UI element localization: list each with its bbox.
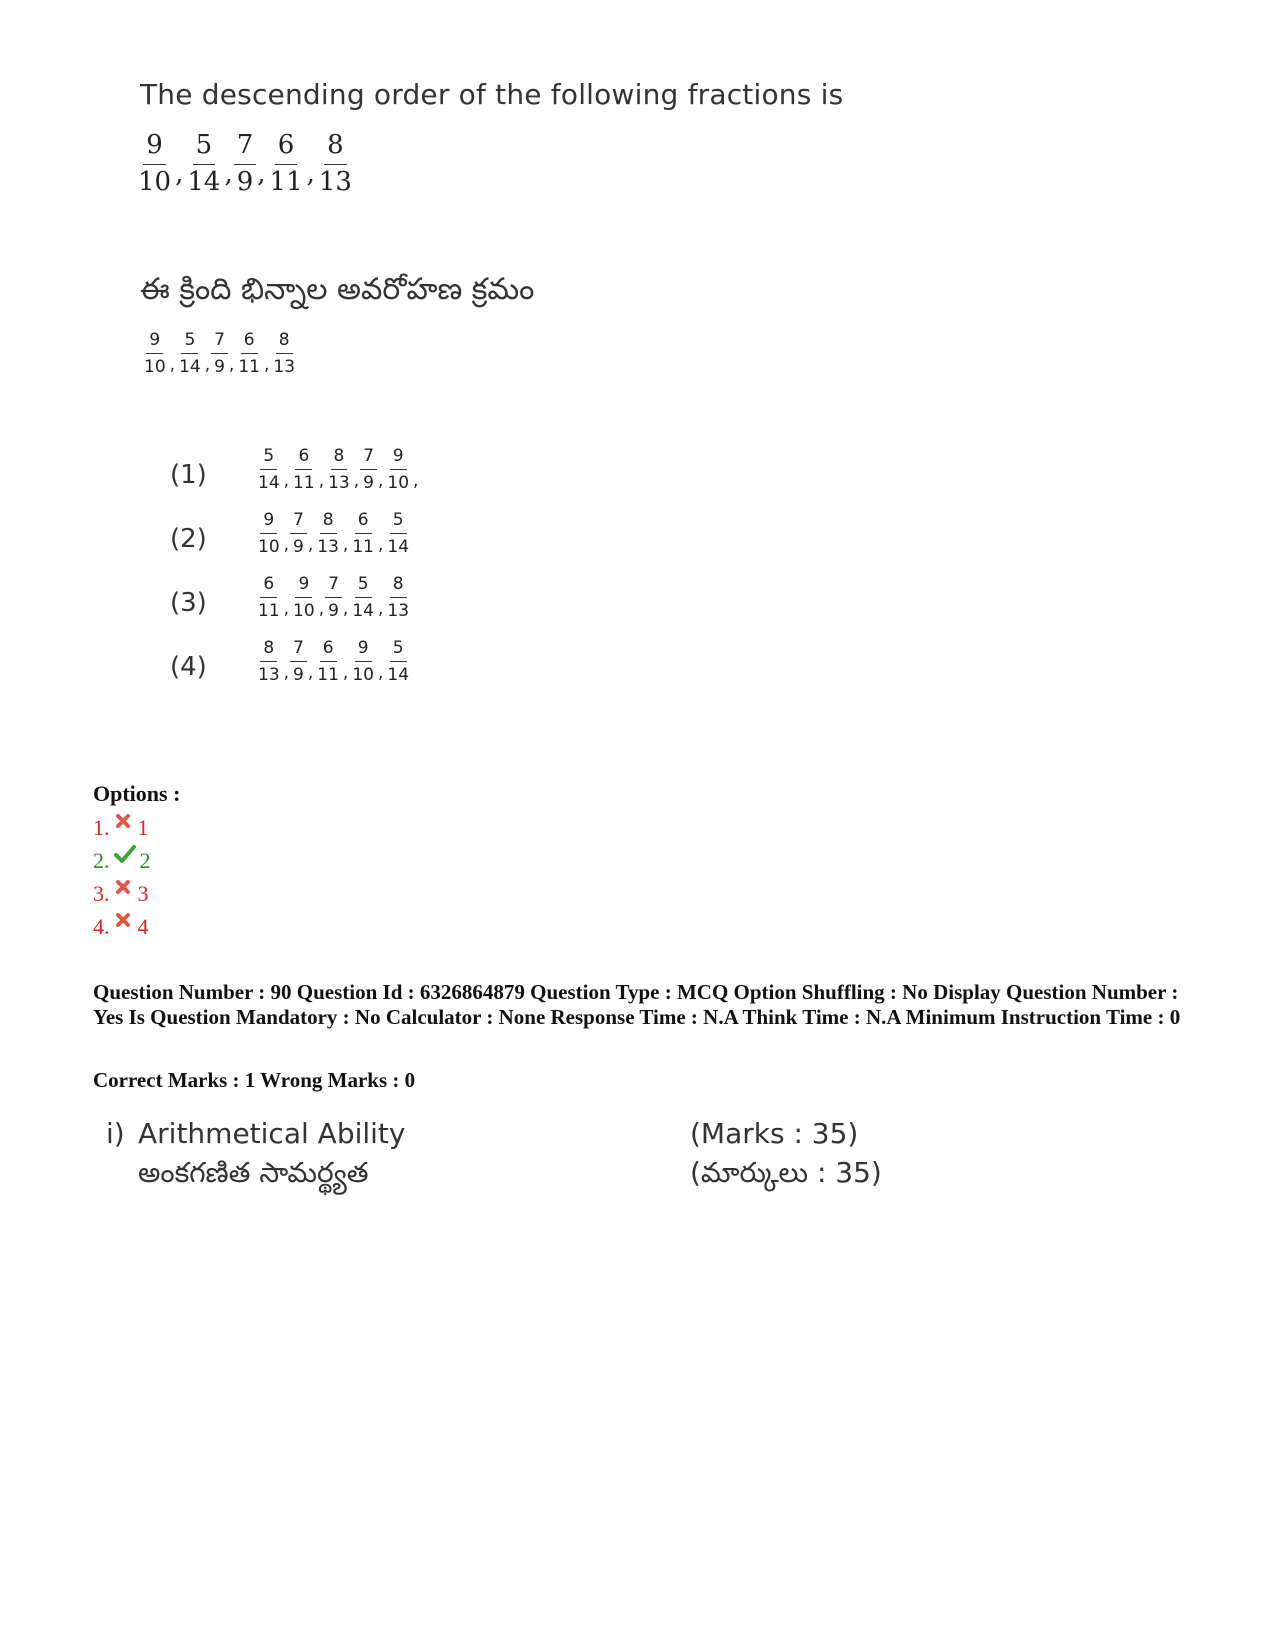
numerator: 7: [234, 130, 257, 165]
numerator: 7: [360, 446, 377, 470]
denominator: 9: [363, 473, 374, 493]
fraction: [235, 330, 263, 377]
fraction: [255, 638, 283, 685]
numerator: 8: [320, 510, 337, 534]
fraction: [255, 574, 283, 621]
question-fractions-english: [134, 130, 356, 197]
denominator: 11: [258, 601, 280, 621]
fraction: [255, 446, 283, 493]
numerator: 5: [193, 130, 216, 165]
option-item-3[interactable]: [93, 881, 149, 907]
fraction: [384, 574, 412, 621]
section-title-telugu: అంకగణిత సామర్థ్యత: [138, 1156, 369, 1189]
fraction: [384, 638, 412, 685]
choice-fractions: [254, 510, 413, 557]
numerator: 8: [390, 574, 407, 598]
fraction: [290, 446, 318, 493]
denominator: 13: [273, 357, 296, 377]
option-item-2[interactable]: [93, 848, 151, 874]
question-text-english: The descending order of the following fractions is: [140, 78, 844, 111]
choice-label: (3): [170, 588, 207, 618]
comma-separator: ,: [283, 663, 290, 683]
numerator: 7: [211, 330, 228, 354]
option-number: 2.: [93, 848, 110, 873]
numerator: 5: [355, 574, 372, 598]
numerator: 8: [260, 638, 277, 662]
numerator: 7: [290, 510, 307, 534]
choice-label: (1): [170, 460, 207, 490]
fraction: [141, 330, 169, 377]
denominator: 10: [138, 167, 172, 197]
check-icon: [114, 845, 136, 863]
choice-label: (2): [170, 524, 207, 554]
comma-separator: ,: [228, 355, 235, 375]
fraction: [325, 574, 342, 621]
comma-separator: ,: [342, 535, 349, 555]
denominator: 9: [293, 665, 304, 685]
fraction: [255, 510, 283, 557]
fraction: [325, 446, 353, 493]
denominator: 9: [293, 537, 304, 557]
numerator: 7: [325, 574, 342, 598]
comma-separator: ,: [342, 663, 349, 683]
comma-separator: ,: [283, 599, 290, 619]
fraction: [316, 130, 355, 197]
comma-separator: ,: [283, 471, 290, 491]
fraction: [211, 330, 228, 377]
options-title: Options :: [93, 781, 181, 806]
denominator: 14: [387, 537, 410, 557]
fraction: [176, 330, 204, 377]
section-marks-telugu: (మార్కులు : 35): [690, 1156, 882, 1189]
denominator: 10: [293, 601, 315, 621]
comma-separator: ,: [175, 159, 184, 189]
numerator: 9: [143, 130, 166, 165]
option-value: 3: [137, 881, 149, 906]
comma-separator: ,: [283, 535, 290, 555]
denominator: 14: [352, 601, 374, 621]
fraction: [314, 638, 342, 685]
numerator: 6: [295, 446, 312, 470]
numerator: 7: [290, 638, 307, 662]
choice-label: (4): [170, 652, 207, 682]
numerator: 5: [390, 638, 407, 662]
comma-separator: ,: [413, 471, 419, 491]
comma-separator: ,: [377, 535, 384, 555]
fraction: [290, 638, 307, 685]
fraction: [270, 330, 298, 377]
numerator: 9: [260, 510, 277, 534]
comma-separator: ,: [318, 599, 325, 619]
comma-separator: ,: [306, 159, 315, 189]
denominator: 10: [352, 665, 374, 685]
option-number: 3.: [93, 881, 110, 906]
comma-separator: ,: [353, 471, 360, 491]
denominator: 14: [187, 167, 221, 197]
question-text-telugu: ఈ క్రింది భిన్నాల అవరోహణ క్రమం: [140, 272, 535, 307]
option-value: 2: [139, 848, 151, 873]
denominator: 11: [269, 167, 303, 197]
option-item-4[interactable]: [93, 914, 149, 940]
denominator: 10: [144, 357, 166, 377]
numerator: 8: [276, 330, 293, 354]
denominator: 10: [387, 473, 410, 493]
comma-separator: ,: [377, 663, 384, 683]
option-item-1[interactable]: [93, 815, 149, 841]
numerator: 5: [390, 510, 407, 534]
fraction: [234, 130, 257, 197]
denominator: 11: [293, 473, 315, 493]
fraction: [384, 510, 412, 557]
numerator: 6: [260, 574, 277, 598]
comma-separator: ,: [307, 663, 314, 683]
comma-separator: ,: [318, 471, 325, 491]
choice-fractions: [254, 446, 418, 493]
fraction: [184, 130, 223, 197]
denominator: 13: [258, 665, 280, 685]
numerator: 6: [275, 130, 298, 165]
choice-fractions: [254, 574, 413, 621]
option-value: 4: [137, 914, 149, 939]
choice-fractions: [254, 638, 413, 685]
fraction: [349, 510, 377, 557]
fraction: [349, 574, 377, 621]
numerator: 8: [324, 130, 347, 165]
comma-separator: ,: [307, 535, 314, 555]
fraction: [290, 510, 307, 557]
denominator: 14: [387, 665, 410, 685]
numerator: 6: [241, 330, 258, 354]
denominator: 9: [236, 167, 254, 197]
fraction: [384, 446, 412, 493]
denominator: 11: [352, 537, 374, 557]
denominator: 13: [317, 537, 339, 557]
option-number: 1.: [93, 815, 110, 840]
fraction: [135, 130, 174, 197]
denominator: 14: [179, 357, 201, 377]
question-metadata: Question Number : 90 Question Id : 6326864879 Question Type : MCQ Option Shuffling : No Display Question Number : Yes Is Question Mandatory : No Calculator : None Response Time : N.A Think Time : N.A Minimum Instruction Time : 0: [93, 980, 1181, 1029]
cross-icon: [116, 880, 130, 894]
numerator: 9: [355, 638, 372, 662]
option-number: 4.: [93, 914, 110, 939]
denominator: 10: [258, 537, 280, 557]
cross-icon: [116, 913, 130, 927]
question-fractions-telugu: [140, 330, 299, 377]
comma-separator: ,: [224, 159, 233, 189]
denominator: 13: [328, 473, 350, 493]
denominator: 13: [387, 601, 410, 621]
comma-separator: ,: [377, 599, 384, 619]
section-title-english: Arithmetical Ability: [138, 1117, 406, 1150]
section-marks-english: (Marks : 35): [690, 1117, 859, 1150]
numerator: 5: [181, 330, 198, 354]
denominator: 14: [258, 473, 280, 493]
fraction: [349, 638, 377, 685]
comma-separator: ,: [169, 355, 176, 375]
comma-separator: ,: [204, 355, 211, 375]
comma-separator: ,: [342, 599, 349, 619]
fraction: [267, 130, 306, 197]
comma-separator: ,: [257, 159, 266, 189]
denominator: 13: [318, 167, 352, 197]
denominator: 11: [238, 357, 260, 377]
numerator: 8: [331, 446, 348, 470]
fraction: [290, 574, 318, 621]
section-index: i): [106, 1117, 125, 1150]
denominator: 11: [317, 665, 339, 685]
numerator: 9: [390, 446, 407, 470]
denominator: 9: [214, 357, 225, 377]
cross-icon: [116, 814, 130, 828]
numerator: 6: [355, 510, 372, 534]
marks-info: Correct Marks : 1 Wrong Marks : 0: [93, 1068, 416, 1092]
fraction: [360, 446, 377, 493]
comma-separator: ,: [263, 355, 270, 375]
comma-separator: ,: [377, 471, 384, 491]
denominator: 9: [328, 601, 339, 621]
option-value: 1: [137, 815, 149, 840]
numerator: 5: [260, 446, 277, 470]
numerator: 6: [320, 638, 337, 662]
fraction: [314, 510, 342, 557]
numerator: 9: [146, 330, 163, 354]
numerator: 9: [295, 574, 312, 598]
